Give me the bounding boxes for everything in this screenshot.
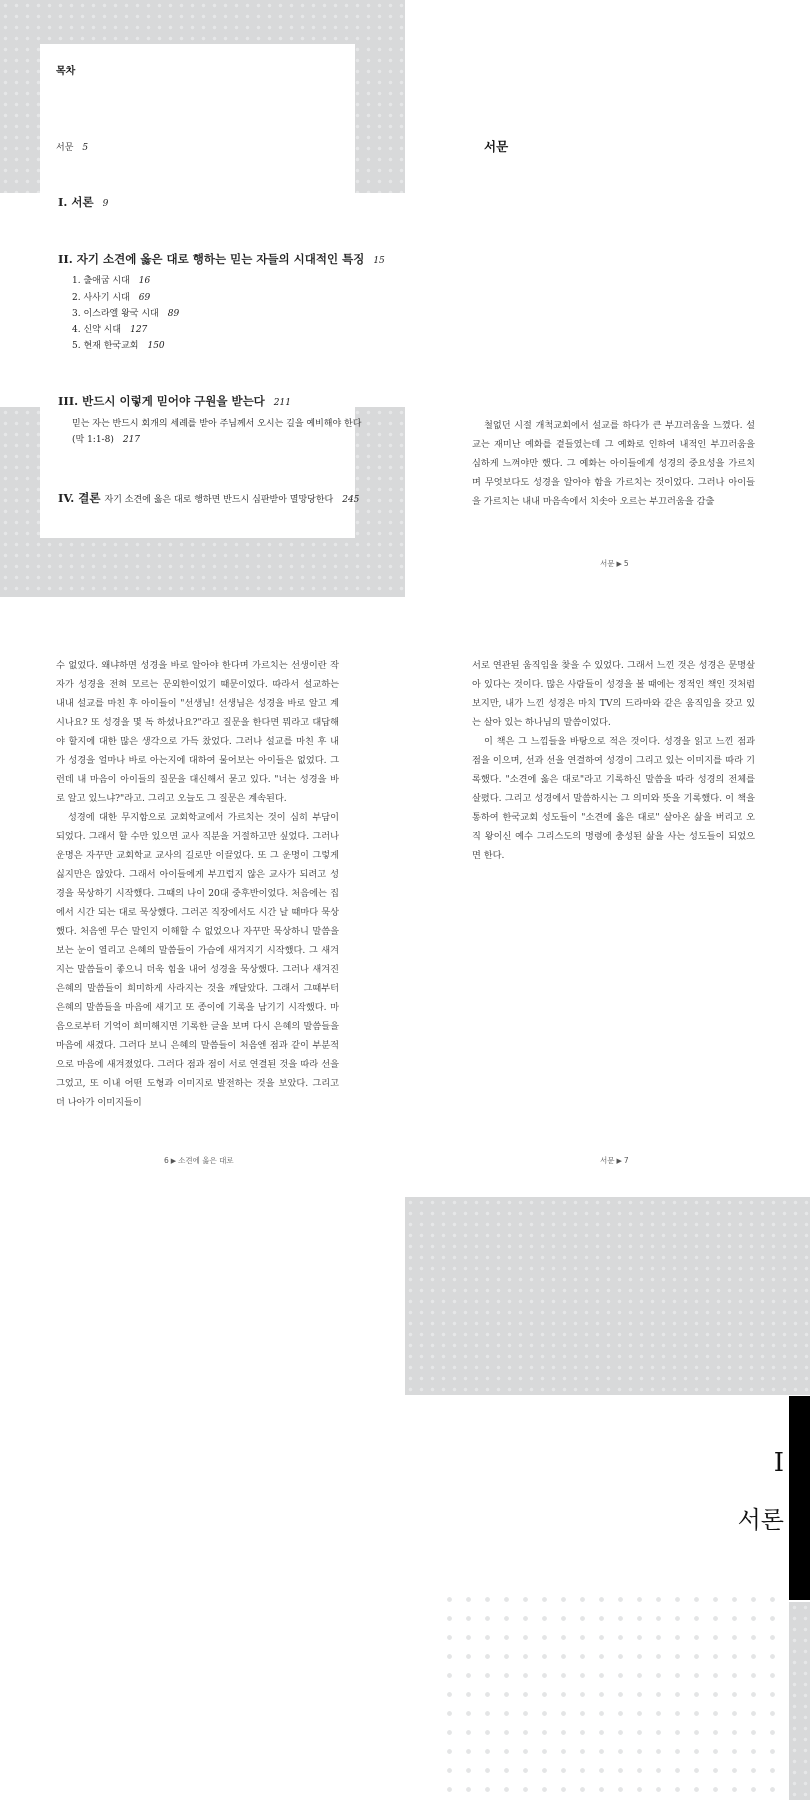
- toc-subentry-note-ref[interactable]: [72, 432, 140, 445]
- toc-section-1[interactable]: [72, 273, 150, 286]
- toc-entry-chapter-2[interactable]: [58, 251, 385, 267]
- toc-entry-page: 16: [138, 276, 151, 286]
- toc-section-5[interactable]: [72, 338, 165, 351]
- chapter-pattern-top: [405, 1197, 810, 1395]
- toc-entry-label: 3. 이스라엘 왕국 시대: [72, 309, 159, 319]
- toc-entry-label: 믿는 자는 반드시 회개의 세례를 받아 주님께서 오시는 길을 예비해야 한다: [72, 419, 362, 429]
- toc-entry-chapter-1[interactable]: [58, 194, 108, 210]
- toc-section-4[interactable]: [72, 322, 147, 335]
- page6-paragraph-2: 성경에 대한 무지함으로 교회학교에서 가르치는 것이 심히 부담이 되었다. 그래서 할 수만 있으면 교사 직분을 거절하고만 싶었다. 그러나 운명은 자꾸만 교회학교 교사의 길로만 이끌었다. 또 그 운명이 그렇게 싫지만은 않았다. 그래서 아이들에게 부끄럽지 않은 교사가 되려고 성경을 묵상하기 시작했다. 그때의 나이 20대 중후반이었다. 처음에는 집에서 시간 되는 대로 묵상했다. 그러곤 직장에서도 시간 날 때마다 묵상했다. 처음엔 무슨 말인지 이해할 수 없었으나 자꾸만 묵상하니 말씀을 보는 눈이 열리고 은혜의 말씀들이 가슴에 새겨지기 시작했다. 그 새겨지는 말씀들이 좋으니 더욱 힘을 내어 성경을 묵상했다. 그러나 새겨진 은혜의 말씀들이 희미하게 사라지는 것을 깨달았다. 그래서 그때부터 은혜의 말씀들을 마음에 새기고 또 종이에 기록을 남기기 시작했다. 마음으로부터 기억이 희미해지면 기록한 글을 보며 다시 은혜의 말씀들을 마음에 새겼다. 그러다 보니 은혜의 말씀들이 처음엔 점과 같이 부분적으로 마음에 새겨졌었다. 그러다 점과 점이 서로 연결된 것을 따라 선을 그었고, 또 이내 어떤 도형과 이미지로 발전하는 것을 보았다. 그리고 더 나아가 이미지들이: [56, 812, 339, 1108]
- toc-entry-label: (막 1:1-8): [72, 435, 114, 445]
- page7-paragraph-2: 이 책은 그 느낌들을 바탕으로 적은 것이다. 성경을 읽고 느낀 점과 점을 이으며, 선과 선을 연결하여 성경이 그리고 있는 이미지를 따라 기록했다. "소견에 옳은 대로"라고 기록하신 말씀을 따라 성경의 전체를 살폈다. 그리고 성경에서 말씀하시는 그 의미와 뜻을 기록했다. 이 책을 통하여 한국교회 성도들이 "소견에 옳은 대로" 살아온 삶을 버리고 오직 왕이신 예수 그리스도의 명령에 충성된 삶을 사는 성도들이 되었으면 한다.: [472, 736, 755, 861]
- page6-paragraph-1: 수 없었다. 왜냐하면 성경을 바로 알아야 한다며 가르치는 선생이란 작자가 성경을 전혀 모르는 문외한이었기 때문이었다. 따라서 설교하는 내내 설교를 마친 후 아이들이 "선생님! 선생님은 성경을 바로 알고 계시나요? 또 성경을 몇 독 하셨나요?"라고 질문을 한다면 뭐라고 대답해야 할지에 대한 많은 생각으로 가득 찼었다. 그러나 설교를 마친 후 내가 성경을 얼마나 바로 아는지에 대하여 물어보는 아이들은 없었다. 그런데 내 마음이 아이들의 질문을 대신해서 묻고 있다. "너는 성경을 바로 알고 있느냐?"라고. 그리고 오늘도 그 질문은 계속된다.: [56, 660, 339, 804]
- folio-label: 서문: [600, 559, 615, 568]
- folio-page: 7: [623, 1156, 629, 1165]
- toc-entry-label: II. 자기 소견에 옳은 대로 행하는 믿는 자들의 시대적인 특징: [58, 252, 365, 266]
- chapter-dot-pattern: [440, 1590, 780, 1795]
- chapter-tab-black: [789, 1396, 810, 1600]
- toc-entry-page: 150: [147, 341, 165, 351]
- toc-entry-label: 서문: [56, 143, 74, 153]
- toc-entry-chapter-3[interactable]: [58, 393, 291, 409]
- toc-entry-label: IV. 결론: [58, 491, 101, 505]
- toc-entry-page: 69: [138, 293, 151, 303]
- page7-paragraph-1: 서로 연관된 움직임을 찾을 수 있었다. 그래서 느낀 것은 성경은 문명살아 있다는 것이다. 많은 사람들이 성경을 볼 때에는 정적인 책인 것처럼 보지만, 내가 느낀 성경은 마치 TV의 드라마와 같은 움직임을 갖고 있는 살아 있는 하나님의 말씀이었다.: [472, 660, 755, 728]
- toc-entry-page: 15: [373, 256, 385, 266]
- page-folio-7: [600, 1155, 629, 1166]
- toc-entry-chapter-4[interactable]: [58, 490, 359, 506]
- chapter-tab-grey: [789, 1602, 810, 1800]
- toc-entry-page: 89: [167, 309, 180, 319]
- toc-section-3[interactable]: [72, 306, 179, 319]
- triangle-icon: ▶: [616, 560, 622, 568]
- toc-heading: 목차: [56, 66, 76, 77]
- toc-entry-label: 5. 현재 한국교회: [72, 341, 139, 351]
- folio-page: 5: [623, 559, 629, 568]
- triangle-icon: ▶: [170, 1157, 177, 1165]
- toc-section-2[interactable]: [72, 290, 150, 303]
- page-folio-6: [164, 1155, 234, 1166]
- toc-entry-label: 2. 사사기 시대: [72, 293, 130, 303]
- toc-entry-page: 9: [102, 199, 109, 209]
- toc-entry-preface[interactable]: [56, 140, 88, 153]
- folio-page: 6: [164, 1156, 169, 1165]
- intro-paragraph: 철없던 시절 개척교회에서 설교를 하다가 큰 부끄러움을 느꼈다. 설교는 재미난 예화를 곁들였는데 그 예화로 인하여 내적인 부끄러움을 심하게 느껴야만 했다. 그 예화는 아이들에게 성경의 중요성을 가르치며 무엇보다도 성경을 알아야 함을 가르치는 것이었다. 그러나 아이들을 가르치는 내내 마음속에서 치솟아 오르는 부끄러움을 감출: [472, 420, 755, 507]
- folio-label: 소견에 옳은 대로: [178, 1156, 234, 1165]
- triangle-icon: ▶: [616, 1157, 622, 1165]
- toc-entry-page: 5: [82, 143, 89, 153]
- toc-subentry-note[interactable]: [72, 416, 361, 429]
- toc-entry-label: 4. 신약 시대: [72, 325, 122, 335]
- toc-entry-page: 127: [130, 325, 148, 335]
- chapter-numeral: I: [773, 1448, 784, 1478]
- page-folio-5: [600, 558, 629, 569]
- intro-title: 서문: [484, 139, 509, 154]
- toc-entry-page: 217: [122, 435, 141, 445]
- toc-entry-label-rest: 자기 소견에 옳은 대로 행하면 반드시 심판받아 멸망당한다: [104, 495, 334, 505]
- chapter-title: 서론: [737, 1506, 784, 1534]
- toc-entry-page: 245: [342, 495, 360, 505]
- toc-entry-label: I. 서론: [58, 195, 94, 209]
- folio-label: 서문: [600, 1156, 615, 1165]
- toc-entry-label: 1. 출애굽 시대: [72, 276, 130, 286]
- toc-entry-label: III. 반드시 이렇게 믿어야 구원을 받는다: [58, 394, 265, 408]
- toc-entry-page: 211: [273, 398, 291, 408]
